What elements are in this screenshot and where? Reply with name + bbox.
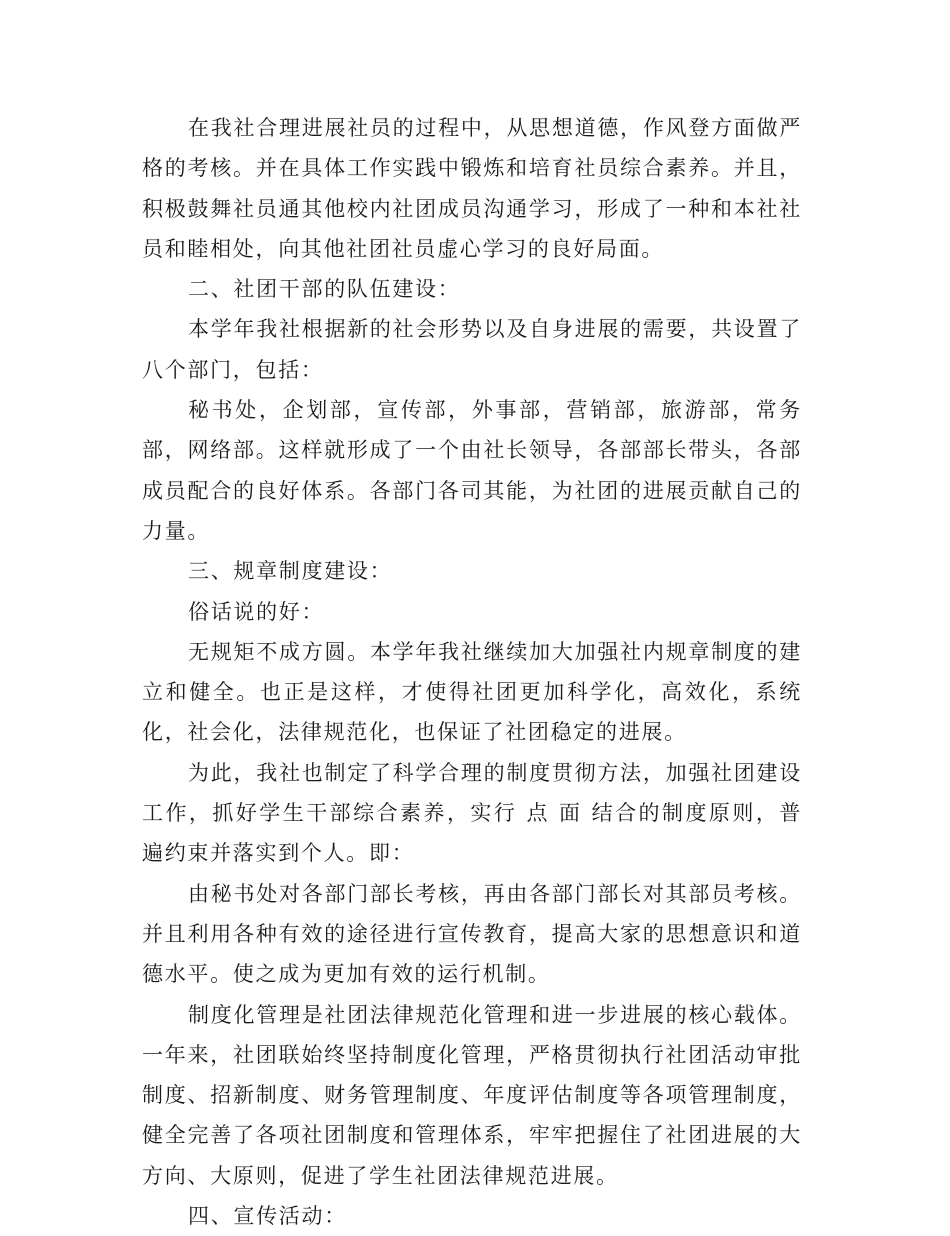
body-paragraph: 俗话说的好：	[188, 599, 325, 624]
body-paragraph: 本学年我社根据新的社会形势以及自身进展的需要，共设置了八个部门，包括：	[142, 317, 802, 382]
section-heading: 三、规章制度建设：	[188, 559, 393, 584]
document-body	[142, 108, 802, 1236]
section-heading: 二、社团干部的队伍建设：	[188, 277, 461, 302]
body-paragraph: 无规矩不成方圆。本学年我社继续加大加强社内规章制度的建立和健全。也正是这样，才使得社团更加科学化，高效化，系统化，社会化，法律规范化，也保证了社团稳定的进展。	[142, 639, 802, 745]
section-heading: 四、宣传活动：	[188, 1204, 347, 1229]
body-paragraph: 制度化管理是社团法律规范化管理和进一步进展的核心载体。一年来，社团联始终坚持制度化管理，严格贯彻执行社团活动审批制度、招新制度、财务管理制度、年度评估制度等各项管理制度，健全完善了各项社团制度和管理体系，牢牢把握住了社团进展的大方向、大原则，促进了学生社团法律规范进展。	[142, 1002, 802, 1188]
body-paragraph: 在我社合理进展社员的过程中，从思想道德，作风登方面做严格的考核。并在具体工作实践中锻炼和培育社员综合素养。并且，积极鼓舞社员通其他校内社团成员沟通学习，形成了一种和本社社员和睦相处，向其他社团社员虚心学习的良好局面。	[142, 116, 802, 261]
body-paragraph: 为此，我社也制定了科学合理的制度贯彻方法，加强社团建设工作，抓好学生干部综合素养，实行 点 面 结合的制度原则，普遍约束并落实到个人。即：	[142, 760, 802, 866]
body-paragraph: 秘书处，企划部，宣传部，外事部，营销部，旅游部，常务部，网络部。这样就形成了一个由社长领导，各部部长带头，各部成员配合的良好体系。各部门各司其能，为社团的进展贡献自己的力量。	[142, 398, 802, 543]
body-paragraph: 由秘书处对各部门部长考核，再由各部门部长对其部员考核。并且利用各种有效的途径进行宣传教育，提高大家的思想意识和道德水平。使之成为更加有效的运行机制。	[142, 881, 802, 987]
